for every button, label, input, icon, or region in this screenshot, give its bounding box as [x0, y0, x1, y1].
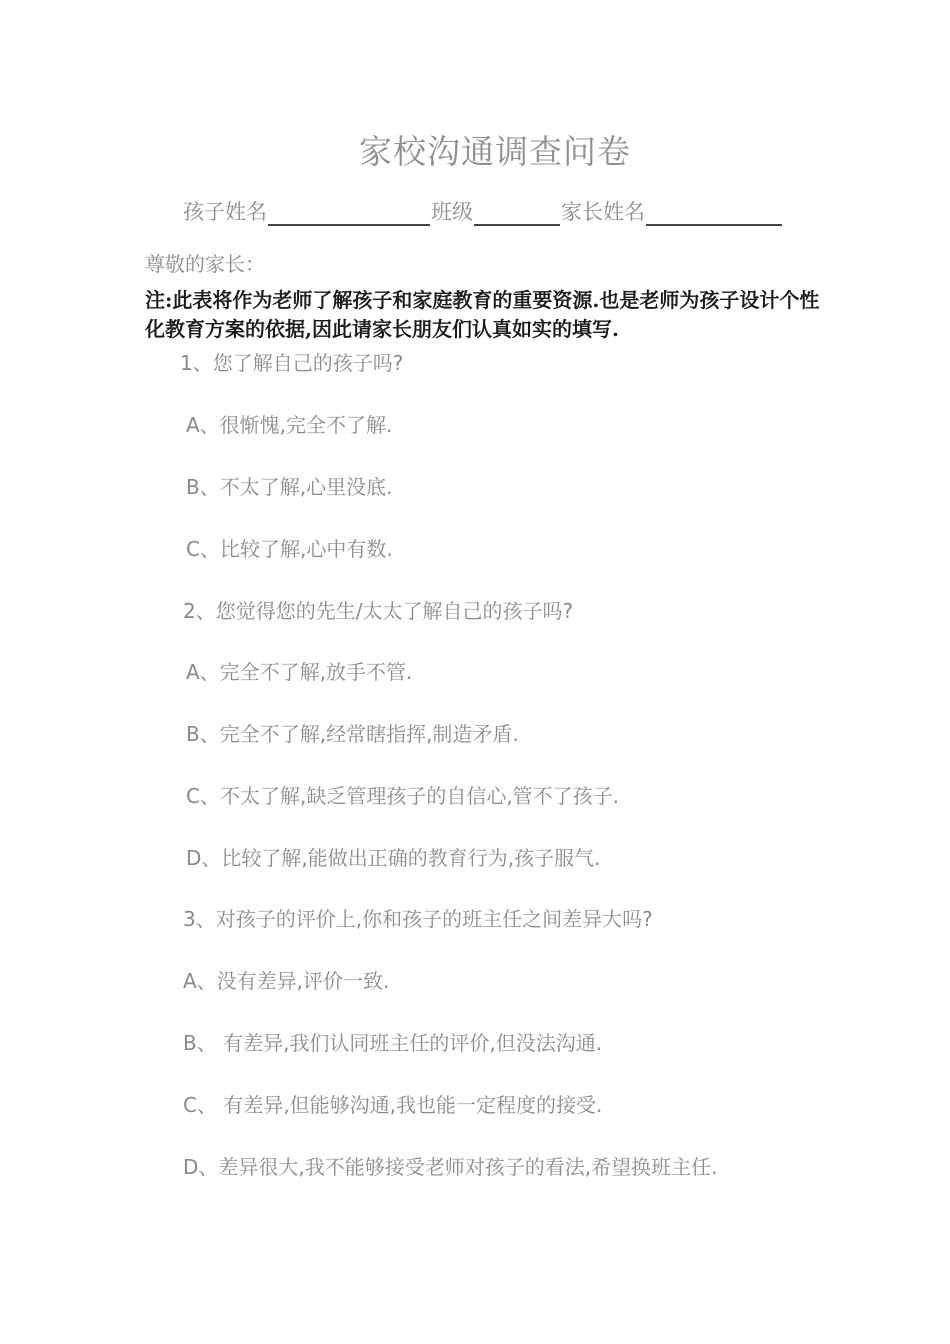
parent-name-blank[interactable]	[646, 200, 782, 226]
question-2: 2、您觉得您的先生/太太了解自己的孩子吗?	[183, 599, 574, 623]
question-1-option-a: A、很惭愧,完全不了解.	[186, 413, 393, 437]
question-2-option-c: C、不太了解,缺乏管理孩子的自信心,管不了孩子.	[186, 784, 620, 808]
class-blank[interactable]	[474, 200, 560, 226]
question-1: 1、您了解自己的孩子吗?	[180, 351, 404, 375]
child-name-blank[interactable]	[268, 200, 430, 226]
question-3-option-a: A、没有差异,评价一致.	[183, 969, 390, 993]
question-2-option-d: D、比较了解,能做出正确的教育行为,孩子服气.	[186, 846, 601, 870]
question-3-option-b: B、 有差异,我们认同班主任的评价,但没法沟通.	[183, 1031, 603, 1055]
question-3: 3、对孩子的评价上,你和孩子的班主任之间差异大吗?	[183, 907, 653, 931]
class-label: 班级	[431, 200, 473, 224]
question-1-option-c: C、比较了解,心中有数.	[186, 537, 393, 561]
note-paragraph: 注:此表将作为老师了解孩子和家庭教育的重要资源.也是老师为孩子设计个性化教育方案的依据,因此请家长朋友们认真如实的填写.	[145, 288, 820, 341]
greeting: 尊敬的家长：	[145, 252, 265, 276]
parent-name-label: 家长姓名	[561, 200, 645, 224]
document-title: 家校沟通调查问卷	[359, 132, 631, 171]
question-3-option-d: D、差异很大,我不能够接受老师对孩子的看法,希望换班主任.	[183, 1155, 718, 1179]
question-2-option-a: A、完全不了解,放手不管.	[186, 660, 413, 684]
info-line	[183, 196, 783, 226]
question-3-option-c: C、 有差异,但能够沟通,我也能一定程度的接受.	[183, 1093, 603, 1117]
child-name-label: 孩子姓名	[183, 200, 267, 224]
question-1-option-b: B、不太了解,心里没底.	[186, 475, 393, 499]
question-2-option-b: B、完全不了解,经常瞎指挥,制造矛盾.	[186, 722, 519, 746]
